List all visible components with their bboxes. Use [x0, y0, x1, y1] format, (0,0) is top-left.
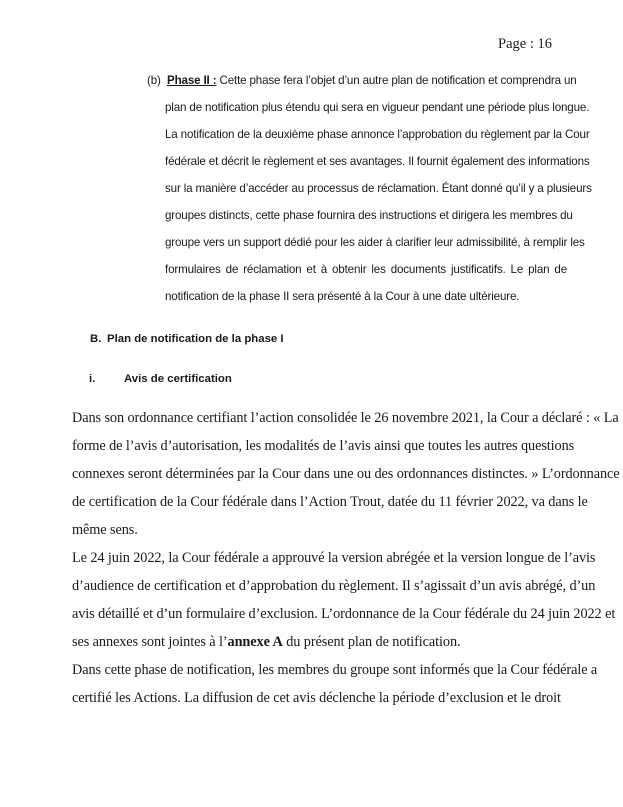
paragraph-line: même sens. — [72, 522, 138, 538]
item-marker: (b) — [147, 74, 161, 87]
paragraph-line: forme de l’avis d’autorisation, les modalités de l’avis ainsi que toutes les autres questions — [72, 438, 575, 454]
item-b-line-1 — [167, 74, 577, 87]
paragraph-line: Le 24 juin 2022, la Cour fédérale a approuvé la version abrégée et la version longue de l’avis — [72, 550, 596, 566]
item-b-line-8: formulaires de réclamation et à obtenir les documents justificatifs. Le plan de — [165, 263, 567, 276]
item-b-line-7: groupe vers un support dédié pour les aider à clarifier leur admissibilité, à remplir les — [165, 236, 585, 249]
paragraph-line: Dans son ordonnance certifiant l’action consolidée le 26 novembre 2021, la Cour a déclaré : « La — [72, 410, 619, 426]
text-run: du présent plan de notification. — [282, 634, 461, 650]
subsection-title: Avis de certification — [124, 373, 232, 385]
section-title: Plan de notification de la phase I — [107, 333, 284, 345]
paragraph-line: Dans cette phase de notification, les membres du groupe sont informés que la Cour fédérale a — [72, 662, 598, 678]
annex-a-reference: annexe A — [227, 634, 283, 650]
paragraph-line: d’audience de certification et d’approbation du règlement. Il s’agissait d’un avis abrégé, d’un — [72, 578, 596, 594]
item-b-line-2: plan de notification plus étendu qui sera en vigueur pendant une période plus longue. — [165, 101, 590, 114]
item-b-text: Cette phase fera l’objet d’un autre plan de notification et comprendra un — [216, 74, 577, 87]
phase-ii-title: Phase II : — [167, 74, 217, 87]
section-marker: B. — [90, 333, 102, 345]
item-b-line-3: La notification de la deuxième phase annonce l’approbation du règlement par la Cour — [165, 128, 590, 141]
item-b-line-4: fédérale et décrit le règlement et ses avantages. Il fournit également des informations — [165, 155, 590, 168]
item-b-line-5: sur la manière d’accéder au processus de réclamation. Étant donné qu’il y a plusieurs — [165, 182, 592, 195]
paragraph-line: connexes seront déterminées par la Cour dans une ou des ordonnances distinctes. » L’ordonnance — [72, 466, 620, 482]
paragraph-line: de certification de la Cour fédérale dans l’Action Trout, datée du 11 février 2022, va dans le — [72, 494, 588, 510]
paragraph-line — [72, 634, 460, 651]
text-run: ses annexes sont jointes à l’ — [72, 634, 228, 650]
paragraph-line: avis détaillé et d’un formulaire d’exclusion. L’ordonnance de la Cour fédérale du 24 juin 2022 et — [72, 606, 616, 622]
item-b-line-9: notification de la phase II sera présenté à la Cour à une date ultérieure. — [165, 290, 520, 303]
item-b-line-6: groupes distincts, cette phase fournira des instructions et dirigera les membres du — [165, 209, 573, 222]
page-number: Page : 16 — [498, 36, 552, 52]
paragraph-line: certifié les Actions. La diffusion de cet avis déclenche la période d’exclusion et le droit — [72, 690, 561, 706]
subsection-marker: i. — [89, 373, 96, 385]
